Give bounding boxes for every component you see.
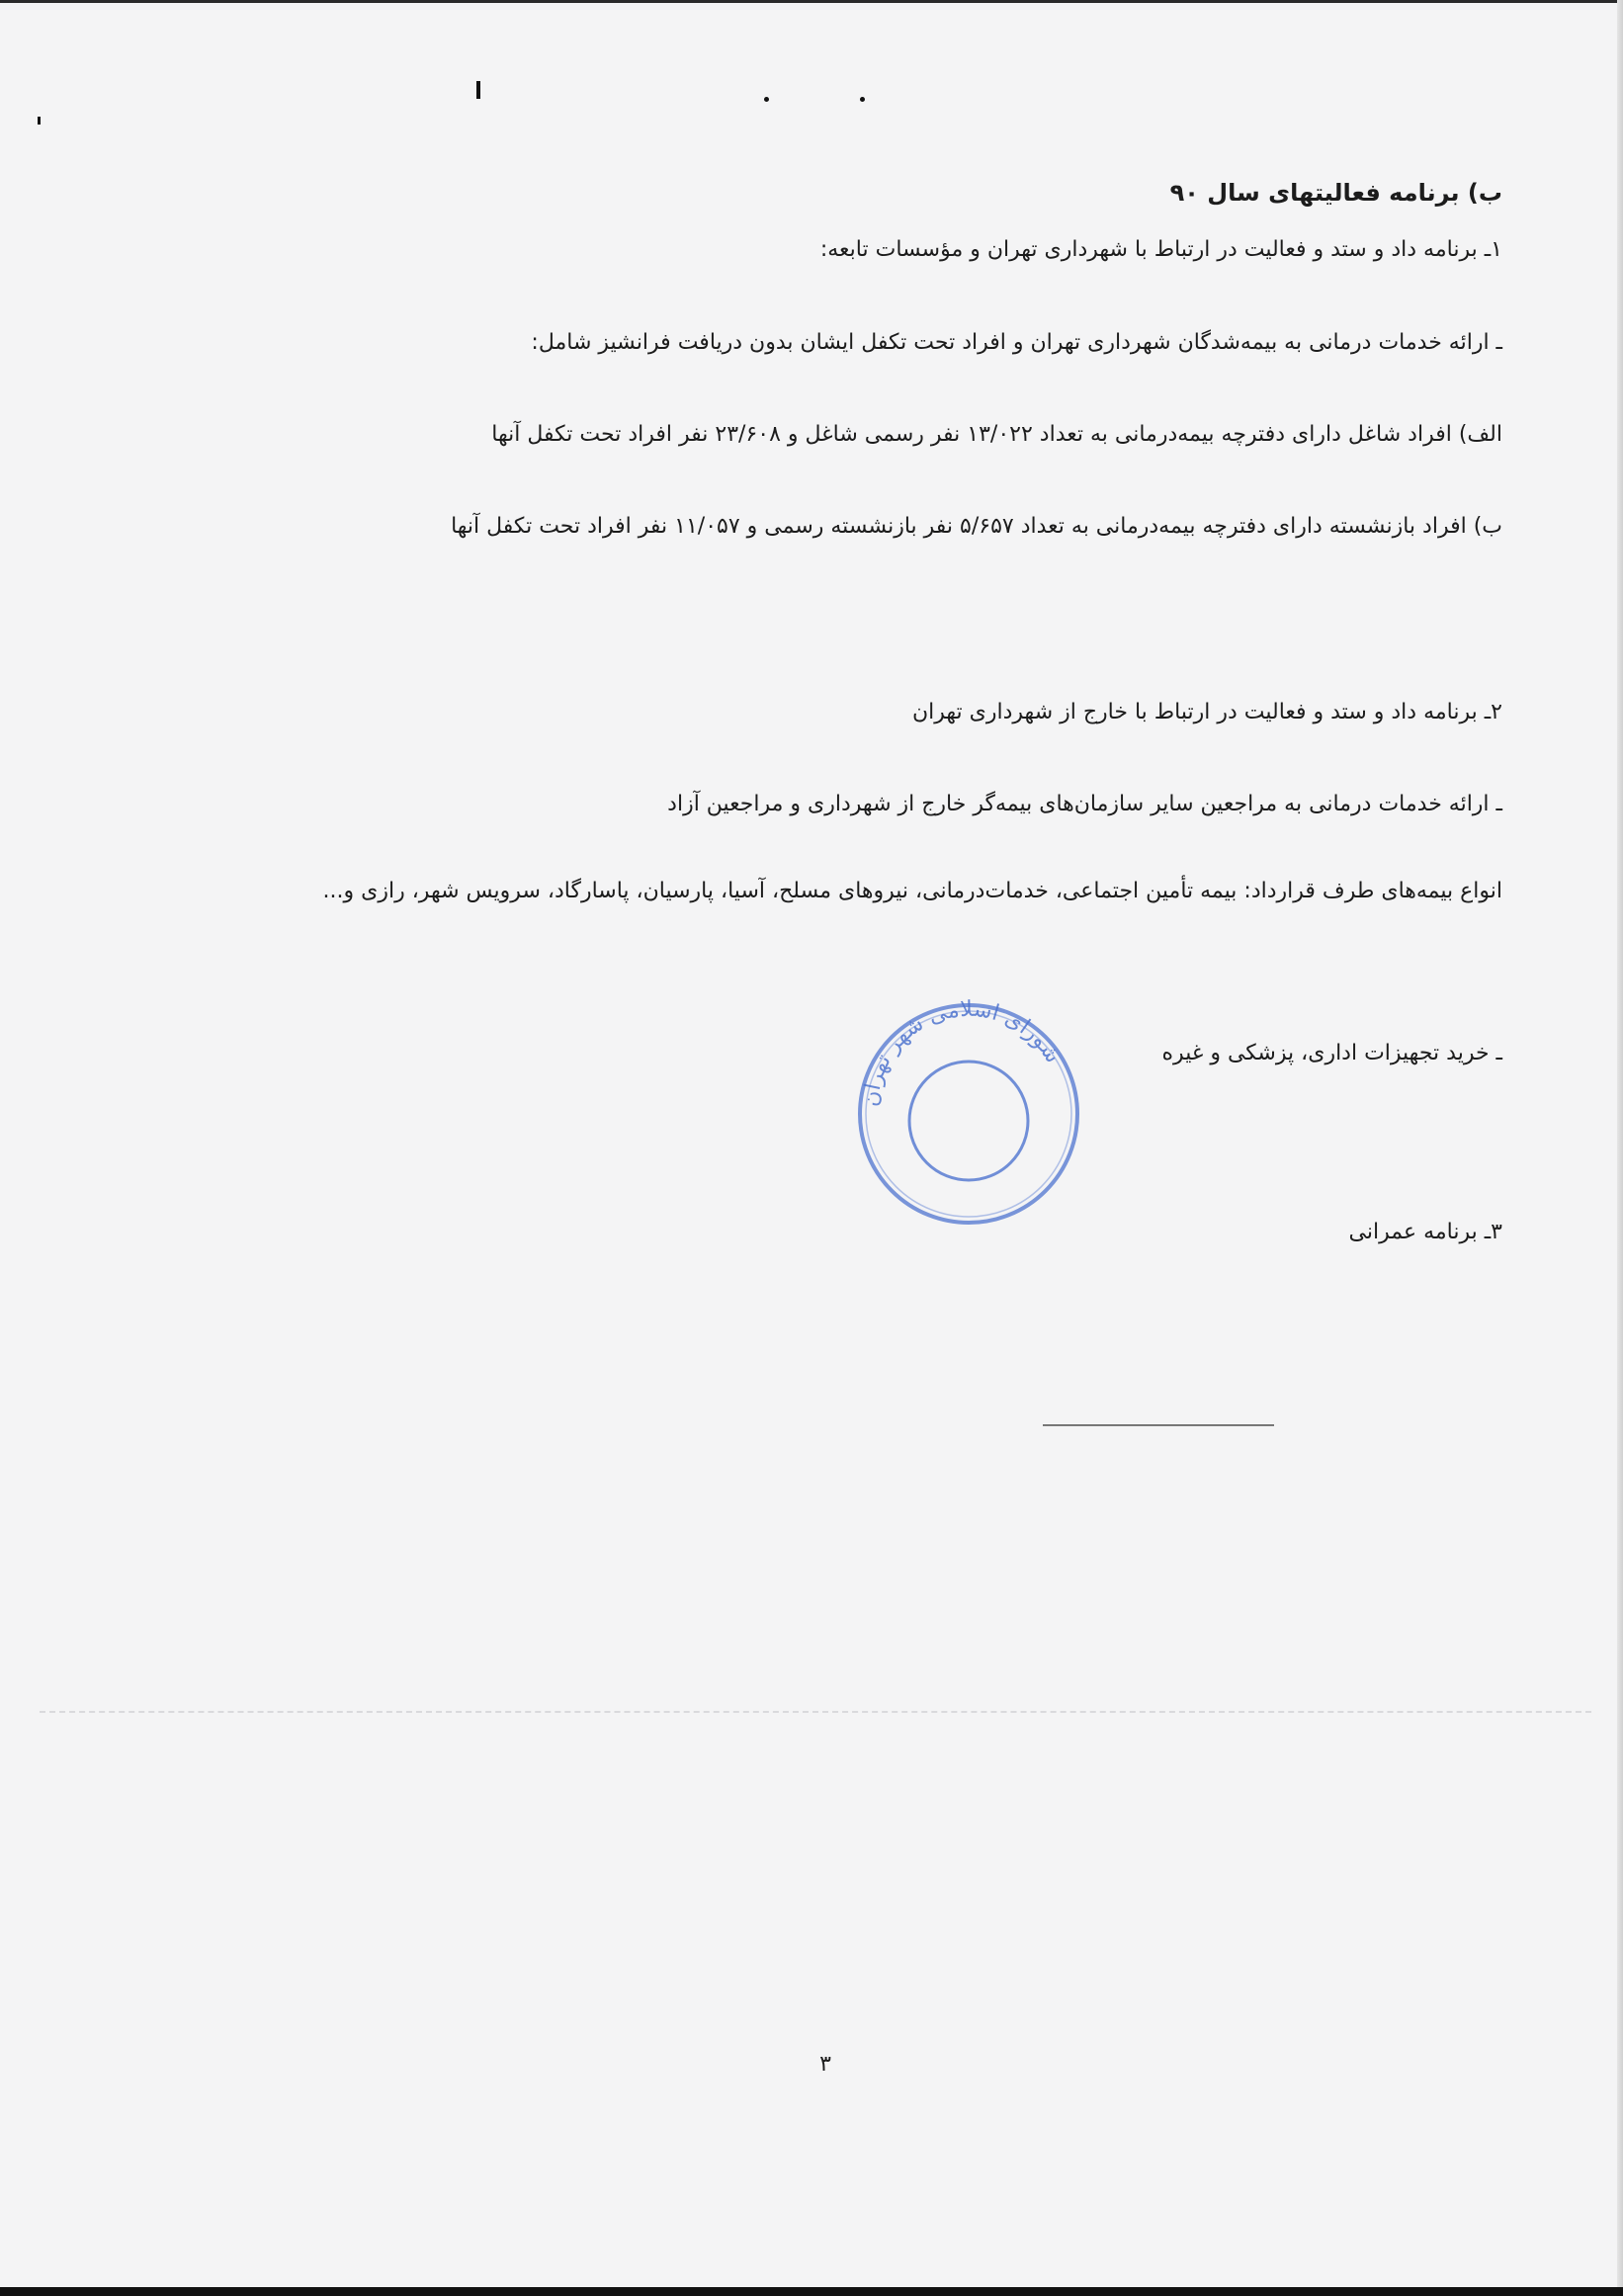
section2-insurers: انواع بیمه‌های طرف قرارداد: بیمه تأمین اجتماعی، خدمات‌درمانی، نیروهای مسلح، آسیا، پارسیان، پاسارگاد، سرویس شهر، رازی و... — [322, 879, 1502, 903]
scan-right-edge — [1617, 0, 1623, 2296]
scan-mark — [476, 81, 480, 99]
section2-service-line: ـ ارائه خدمات درمانی به مراجعین سایر سازمان‌های بیمه‌گر خارج از شهرداری و مراجعین آزاد — [667, 792, 1502, 816]
scan-fold-line — [40, 1711, 1591, 1713]
section1-service-line: ـ ارائه خدمات درمانی به بیمه‌شدگان شهرداری تهران و افراد تحت تکفل ایشان بدون دریافت فرانشیز شامل: — [531, 330, 1502, 355]
page-number: ۳ — [819, 2052, 831, 2077]
section1-item-b: ب) افراد بازنشسته دارای دفترچه بیمه‌درمانی به تعداد ۵/۶۵۷ نفر بازنشسته رسمی و ۱۱/۰۵۷ نفر افراد تحت تکفل آنها — [451, 514, 1502, 539]
section1-title: ۱ـ برنامه داد و ستد و فعالیت در ارتباط با شهرداری تهران و مؤسسات تابعه: — [819, 237, 1502, 262]
section3-title: ۳ـ برنامه عمرانی — [1348, 1220, 1502, 1244]
section2-title: ۲ـ برنامه داد و ستد و فعالیت در ارتباط با خارج از شهرداری تهران — [912, 700, 1502, 724]
section2-purchase: ـ خرید تجهیزات اداری، پزشکی و غیره — [1161, 1041, 1502, 1065]
horizontal-rule — [1043, 1424, 1274, 1426]
stamp-text: شورای اسلامی شهر تهران — [858, 996, 1066, 1108]
scan-mark — [860, 97, 865, 102]
scan-mark — [764, 97, 769, 102]
scan-mark — [38, 117, 41, 125]
scan-bottom-edge — [0, 2287, 1623, 2296]
official-stamp — [844, 990, 1101, 1237]
section1-item-a: الف) افراد شاغل دارای دفترچه بیمه‌درمانی به تعداد ۱۳/۰۲۲ نفر رسمی شاغل و ۲۳/۶۰۸ نفر افراد تحت تکفل آنها — [491, 422, 1502, 447]
scan-top-edge — [0, 0, 1623, 3]
section-heading: ب) برنامه فعالیتهای سال ۹۰ — [1169, 179, 1502, 207]
